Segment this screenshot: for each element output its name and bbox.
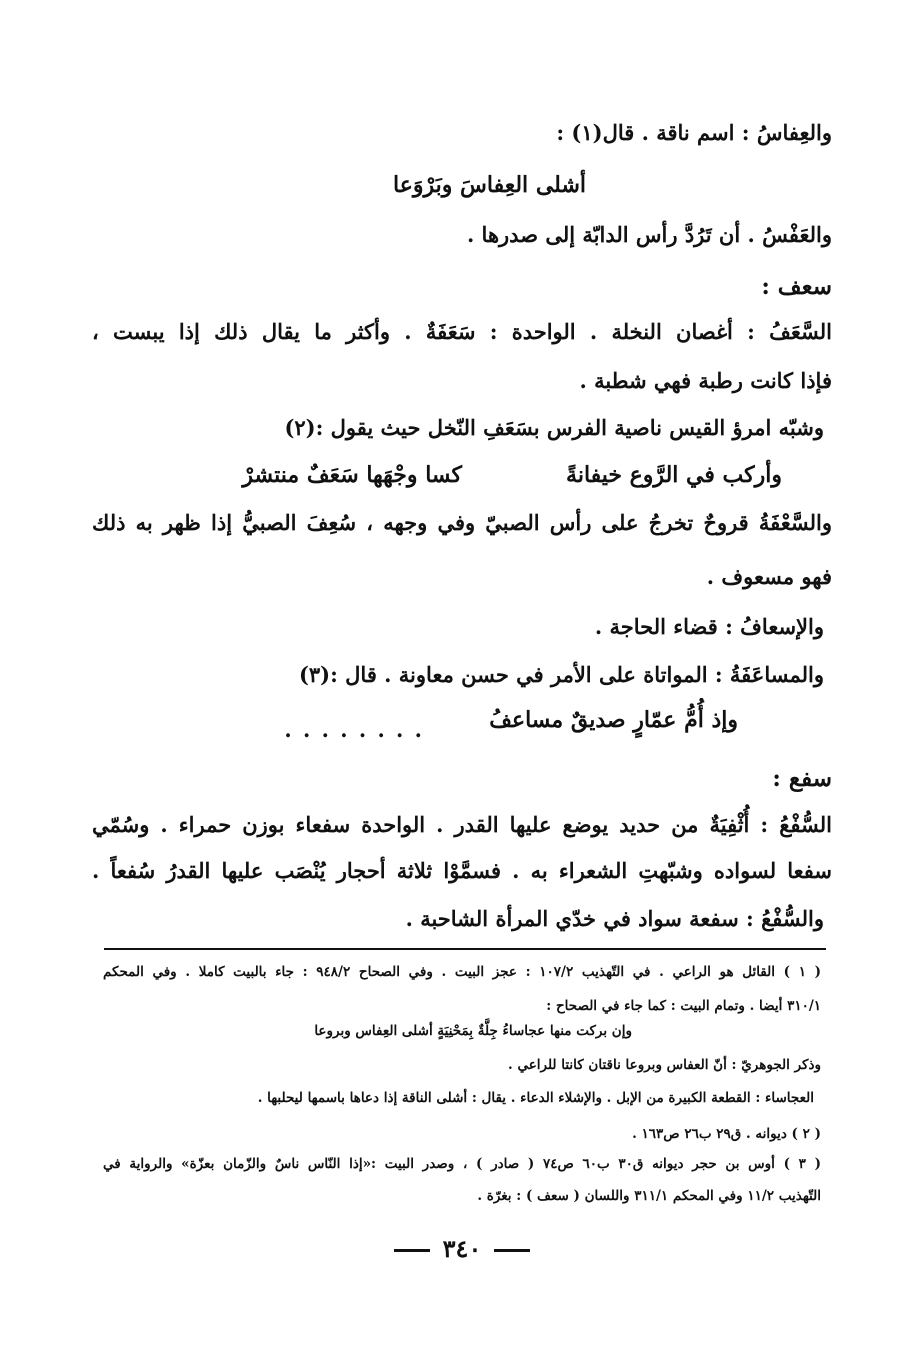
verse-hemistich-second: كسا وجْهَها سَعَفٌ منتشرْ xyxy=(242,462,462,488)
page-number-dash-left xyxy=(394,1249,430,1252)
root-heading-sa-f-2: سفع : xyxy=(772,765,832,792)
entry-al-sa-fa: والسَّعْفَةُ قروحٌ تخرجُ على رأس الصبيّ وفي وجهه ، سُعِفَ الصبيُّ إذا ظهر به ذلك xyxy=(92,510,832,535)
footnote-1-line-2: ٣١٠/١ أيضا . وتمام البيت : كما جاء في الصحاح : xyxy=(546,998,821,1014)
footnote-3-line-1: ( ٣ ) أوس بن حجر ديوانه ق٣٠ ب٦٠ ص٧٤ ( صادر ) ، وصدر البيت :«إذا النّاس ناسٌ والزّمان بعزّة» والرواية في xyxy=(103,1156,821,1172)
entry-al-is-af: والإسعافُ : قضاء الحاجة . xyxy=(594,614,824,639)
entry-al-afs: والعَفْسُ . أن تَرُدَّ رأس الدابّة إلى صدرها . xyxy=(466,222,832,247)
page-number-dash-right xyxy=(494,1249,530,1252)
root-heading-sa-f: سعف : xyxy=(761,273,832,300)
footnote-2: ( ٢ ) ديوانه . ق٢٩ ب٢٦ ص١٦٣ . xyxy=(632,1126,821,1142)
entry-al-sa-af-continued: فإذا كانت رطبة فهي شطبة . xyxy=(579,368,832,393)
imru-al-qais-intro: وشبّه امرؤ القيس ناصية الفرس بسَعَفِ النّخل حيث يقول :(٢) xyxy=(284,415,824,440)
verse-ellipsis: . . . . . . . . xyxy=(284,717,424,742)
entry-al-suf: السُّفْعُ : أُثْفِيَةٌ من حديد يوضع عليها القدر . الواحدة سفعاء بوزن حمراء . وسُمّي xyxy=(92,812,832,837)
page-number xyxy=(0,1234,924,1263)
entry-al-sa-fa-continued: فهو مسعوف . xyxy=(706,564,832,589)
footnote-1-verse: وإن بركت منها عجاساءُ جِلَّةٌ بِمَحْنِيَةٍ أشلى العِفاس وبروعا xyxy=(314,1023,632,1039)
footnote-1-line-4: وذكر الجوهريّ : أنّ العفاس وبروعا ناقتان كانتا للراعي . xyxy=(508,1057,821,1073)
footnote-1-line-5: العجاساء : القطعة الكبيرة من الإبل . والإشلاء الدعاء . يقال : أشلى الناقة إذا دعاها باسمها ليحلبها . xyxy=(257,1090,814,1106)
page-number-value: ٣٤٠ xyxy=(442,1234,482,1263)
entry-al-suf-cheeks: والسُّفْعُ : سفعة سواد في خدّي المرأة الشاحبة . xyxy=(405,906,824,931)
verse-hemistich-first: وأركب في الرَّوع خيفانةً xyxy=(566,462,782,488)
footnote-divider xyxy=(104,948,826,950)
verse-umm-ammar: وإذ أُمُّ عمّارٍ صديقٌ مساعفُ xyxy=(489,707,738,733)
footnote-1-line-1: ( ١ ) القائل هو الراعي . في التّهذيب ١٠٧/٢ : عجز البيت . وفي الصحاح ٩٤٨/٢ : جاء بالبيت كاملا . وفي المحكم xyxy=(103,964,821,980)
entry-al-ifas: والعِفاسُ : اسم ناقة . قال(١) : xyxy=(556,120,832,145)
entry-al-sa-af: السَّعَفُ : أغصان النخلة . الواحدة : سَعَفَةٌ . وأكثر ما يقال ذلك إذا يبست ، xyxy=(92,319,832,344)
verse-ashla-al-ifas: أشلى العِفاسَ وبَرْوَعا xyxy=(393,172,586,198)
footnote-3-line-2: التّهذيب ١١/٢ وفي المحكم ٣١١/١ واللسان ( سعف ) : بغرّة . xyxy=(477,1188,821,1204)
entry-al-suf-continued: سفعا لسواده وشبّهتِ الشعراء به . فسمَّوْا ثلاثة أحجار يُنْصَب عليها القدرُ سُفعاً . xyxy=(92,858,832,883)
entry-al-musa-afa: والمساعَفَةُ : المواتاة على الأمر في حسن معاونة . قال :(٣) xyxy=(298,662,824,687)
